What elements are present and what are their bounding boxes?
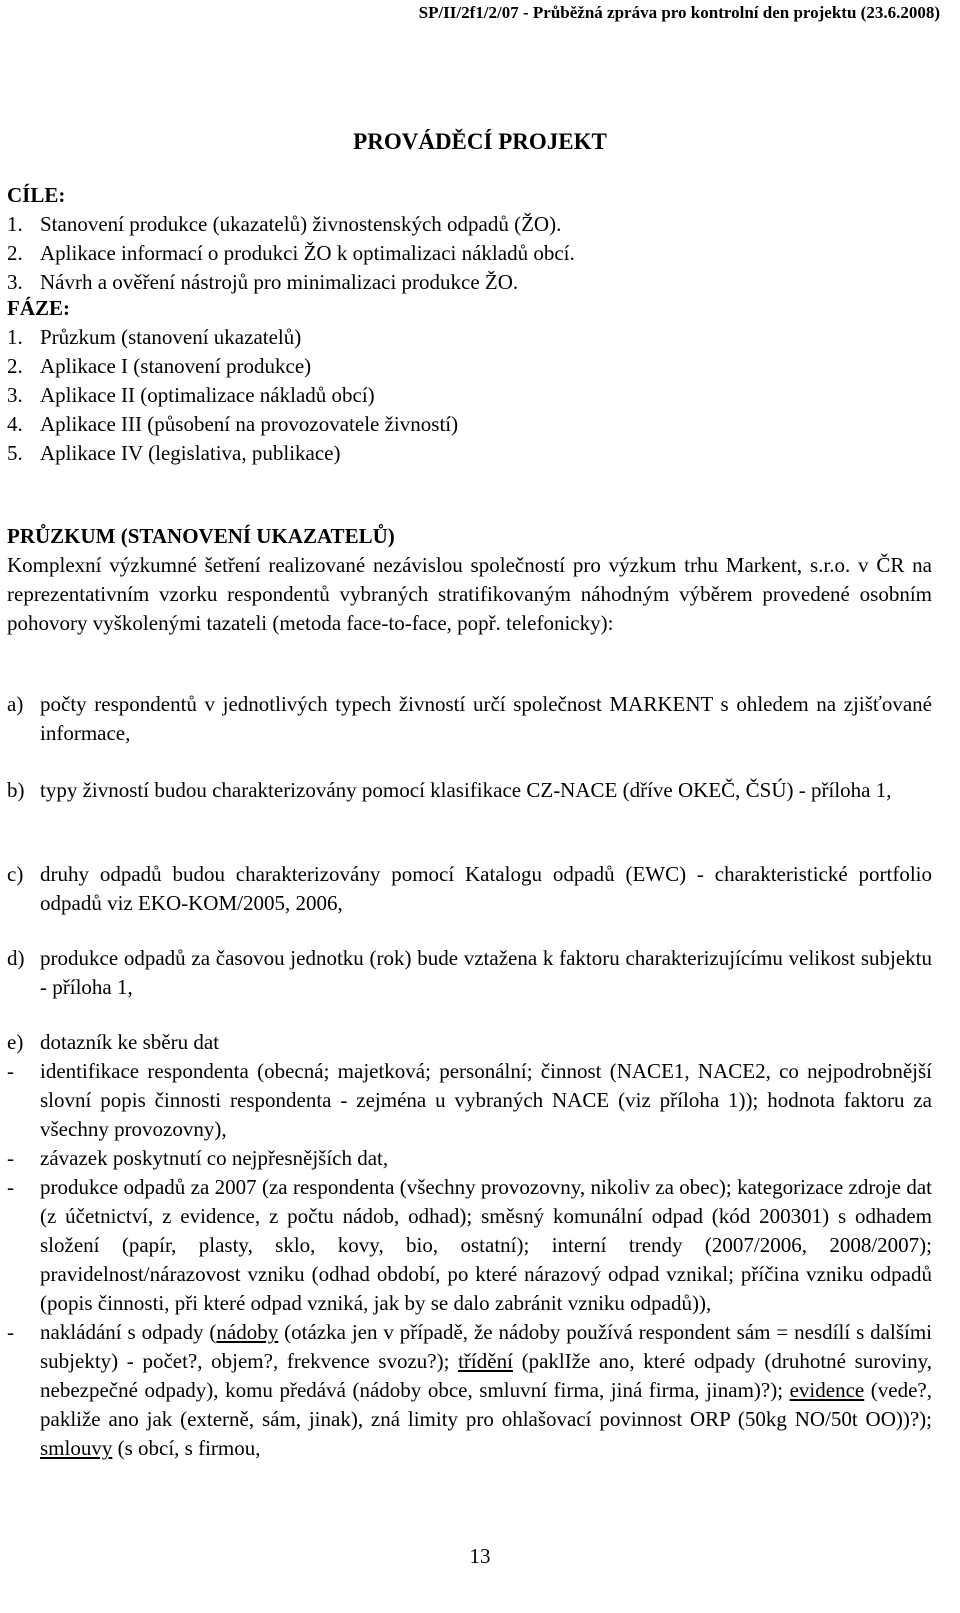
item-text: typy živností budou charakterizovány pomocí klasifikace CZ-NACE (dříve OKEČ, ČSÚ) - příloha 1, [40,778,892,802]
underlined-term: nádoby [216,1320,279,1344]
list-number: 2. [7,241,23,265]
list-text: Aplikace I (stanovení produkce) [40,354,312,378]
dash-label: - [7,1320,14,1344]
dash-item [7,1144,932,1173]
document-header: SP/II/2f1/2/07 - Průběžná zpráva pro kontrolní den projektu (23.6.2008) [418,3,940,22]
goals-heading: CÍLE: [7,183,66,207]
survey-section [7,522,932,638]
list-item [7,410,932,439]
text-run: (paklIže ano, které odpady (druhotné suroviny, nebezpečné odpady), komu předává (nádoby obce, smluvní firma, jiná firma, jinam)?); [40,1349,933,1402]
dash-label: - [7,1059,14,1083]
survey-intro: Komplexní výzkumné šetření realizované nezávislou společností pro výzkum trhu Markent, s.r.o. v ČR na reprezentativním vzorku respondentů vybraných stratifikovaným náhodným výběrem provedené osobním pohovory vyškolenými tazateli (metoda face-to-face, popř. telefonicky): [7,553,932,635]
list-number: 2. [7,354,23,378]
survey-item-c [7,860,932,918]
survey-item-d [7,944,932,1002]
item-text: dotazník ke sběru dat [40,1030,220,1054]
item-label: e) [7,1030,24,1054]
list-item [7,239,932,268]
page-title: PROVÁDĚCÍ PROJEKT [353,129,607,154]
list-item [7,323,932,352]
list-text: Návrh a ověření nástrojů pro minimalizaci produkce ŽO. [40,270,519,294]
dash-text: závazek poskytnutí co nejpřesnějších dat, [40,1146,389,1170]
dash-text: identifikace respondenta (obecná; majetková; personální; činnost (NACE1, NACE2, co nejpodrobnější slovní popis činnosti respondenta - zejména u vybraných NACE (viz příloha 1)); hodnota faktoru za všechny provozovny), [40,1059,932,1141]
dash-item [7,1318,932,1463]
phases-section [7,294,932,468]
text-run: (s obcí, s firmou, [112,1436,261,1460]
list-text: Aplikace informací o produkci ŽO k optimalizaci nákladů obcí. [40,241,575,265]
list-item [7,268,932,297]
dash-item [7,1057,932,1144]
list-number: 1. [7,325,23,349]
survey-heading: PRŮZKUM (STANOVENÍ UKAZATELŮ) [7,524,395,548]
goals-section [7,181,932,297]
list-text: Aplikace IV (legislativa, publikace) [40,441,341,465]
dash-label: - [7,1146,14,1170]
list-number: 1. [7,212,23,236]
page-number: 13 [469,1544,491,1568]
survey-item-b [7,776,932,805]
item-text: produkce odpadů za časovou jednotku (rok) bude vztažena k faktoru charakterizujícímu velikost subjektu - příloha 1, [40,946,932,999]
list-item [7,352,932,381]
list-number: 3. [7,270,23,294]
list-item [7,439,932,468]
survey-item-e [7,1028,932,1057]
survey-item-a [7,690,932,748]
item-label: a) [7,692,24,716]
item-label: b) [7,778,25,802]
list-item [7,381,932,410]
list-number: 3. [7,383,23,407]
item-text: počty respondentů v jednotlivých typech živností určí společnost MARKENT s ohledem na zjišťované informace, [40,692,932,745]
item-label: c) [7,862,24,886]
item-label: d) [7,946,25,970]
phases-list [7,323,932,468]
item-text: druhy odpadů budou charakterizovány pomocí Katalogu odpadů (EWC) - charakteristické portfolio odpadů viz EKO-KOM/2005, 2006, [40,862,932,915]
list-text: Stanovení produkce (ukazatelů) živnostenských odpadů (ŽO). [40,212,562,236]
survey-item-e-group [7,1028,932,1463]
list-text: Aplikace III (působení na provozovatele živností) [40,412,459,436]
list-text: Aplikace II (optimalizace nákladů obcí) [40,383,375,407]
underlined-term: třídění [458,1349,513,1373]
text-run: (otázka jen v případě, že nádoby používá respondent sám = nesdílí s dalšími subjekty) - počet?, objem?, frekvence svozu?); [40,1320,933,1373]
underlined-term: evidence [789,1378,865,1402]
text-run: (vede?, pakliže ano jak (externě, sám, jinak), zná limity pro ohlašovací povinnost ORP (50kg NO/50t OO))?); [40,1378,932,1431]
underlined-term: smlouvy [40,1436,113,1460]
text-run: nakládání s odpady ( [40,1320,217,1344]
list-number: 4. [7,412,23,436]
list-item [7,210,932,239]
dash-item [7,1173,932,1318]
dash-text: produkce odpadů za 2007 (za respondenta (všechny provozovny, nikoliv za obec); kategorizace zdroje dat (z účetnictví, z evidence, z počtu nádob, odhad); směsný komunální odpad (kód 200301) s odhadem složení (papír, plasty, sklo, kovy, bio, ostatní); interní trendy (2007/2006, 2008/2007); pravidelnost/nárazovost vzniku (odhad období, po které nárazový odpad vznikal; příčina vzniku odpadů (popis činnosti, při které odpad vzniká, jak by se dalo zabránit vzniku odpadů)), [40,1175,932,1315]
phases-heading: FÁZE: [7,296,70,320]
dash-text [40,1318,932,1463]
list-number: 5. [7,441,23,465]
dash-label: - [7,1175,14,1199]
list-text: Průzkum (stanovení ukazatelů) [40,325,302,349]
goals-list [7,210,932,297]
